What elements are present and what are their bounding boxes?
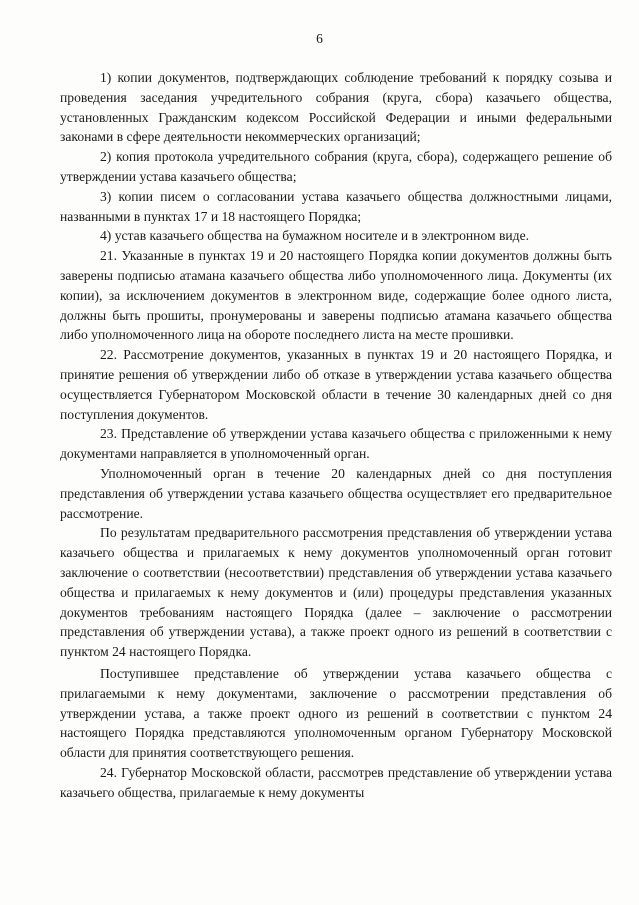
paragraph-review-results: По результатам предварительного рассмотрения представления об утверждении устава казачьего общества и прилагаемых к нему документов уполномоченный орган готовит заключение о соответствии (несоответствии) представления об утверждении устава казачьего общества и прилагаемых к нему документов и (или) процедуры представления указанных документов требованиям настоящего Порядка (далее – заключение о рассмотрении представления об утверждении устава), а также проект одного из решений в соответствии с пунктом 24 настоящего Порядка.	[60, 525, 612, 660]
paragraph-item-4: 4) устав казачьего общества на бумажном носителе и в электронном виде.	[100, 228, 530, 244]
paragraph-item-1: 1) копии документов, подтверждающих соблюдение требований к порядку созыва и проведения заседания учредительного собрания (круга, сбора) казачьего общества, установленных Гражданским кодексом Российской Федерации и иными федеральными законами в сфере деятельности некоммерческих организаций;	[60, 70, 612, 145]
paragraph-clause-24: 24. Губернатор Московской области, рассмотрев представление об утверждении устава казачьего общества, прилагаемые к нему документы	[60, 764, 612, 800]
paragraph-submission: Поступившее представление об утверждении устава казачьего общества с прилагаемыми к нему документами, заключение о рассмотрении представления об утверждении устава, а также проект одного из решений в соответствии с пунктом 24 настоящего Порядка представляются уполномоченным органом Губернатору Московской области для принятия соответствующего решения.	[60, 665, 612, 761]
paragraph-clause-22: 22. Рассмотрение документов, указанных в пунктах 19 и 20 настоящего Порядка, и принятие решения об утверждении либо об отказе в утверждении устава казачьего общества осуществляется Губернатором Московской области в течение 30 календарных дней со дня поступления документов.	[60, 347, 612, 422]
page-number: 6	[316, 31, 323, 46]
paragraph-clause-23: 23. Представление об утверждении устава казачьего общества с приложенными к нему документами направляется в уполномоченный орган.	[60, 426, 612, 462]
paragraph-preliminary-review: Уполномоченный орган в течение 20 календарных дней со дня поступления представления об утверждении устава казачьего общества осуществляет его предварительное рассмотрение.	[60, 465, 612, 521]
document-body	[60, 68, 612, 802]
paragraph-item-3: 3) копии писем о согласовании устава казачьего общества должностными лицами, названными в пунктах 17 и 18 настоящего Порядка;	[60, 188, 612, 224]
paragraph-clause-21: 21. Указанные в пунктах 19 и 20 настоящего Порядка копии документов должны быть заверены подписью атамана казачьего общества либо уполномоченного лица. Документы (их копии), за исключением документов в электронном виде, содержащие более одного листа, должны быть прошиты, пронумерованы и заверены подписью атамана казачьего общества либо уполномоченного лица на обороте последнего листа на месте прошивки.	[60, 248, 612, 343]
paragraph-item-2: 2) копия протокола учредительного собрания (круга, сбора), содержащего решение об утверждении устава казачьего общества;	[60, 149, 612, 184]
